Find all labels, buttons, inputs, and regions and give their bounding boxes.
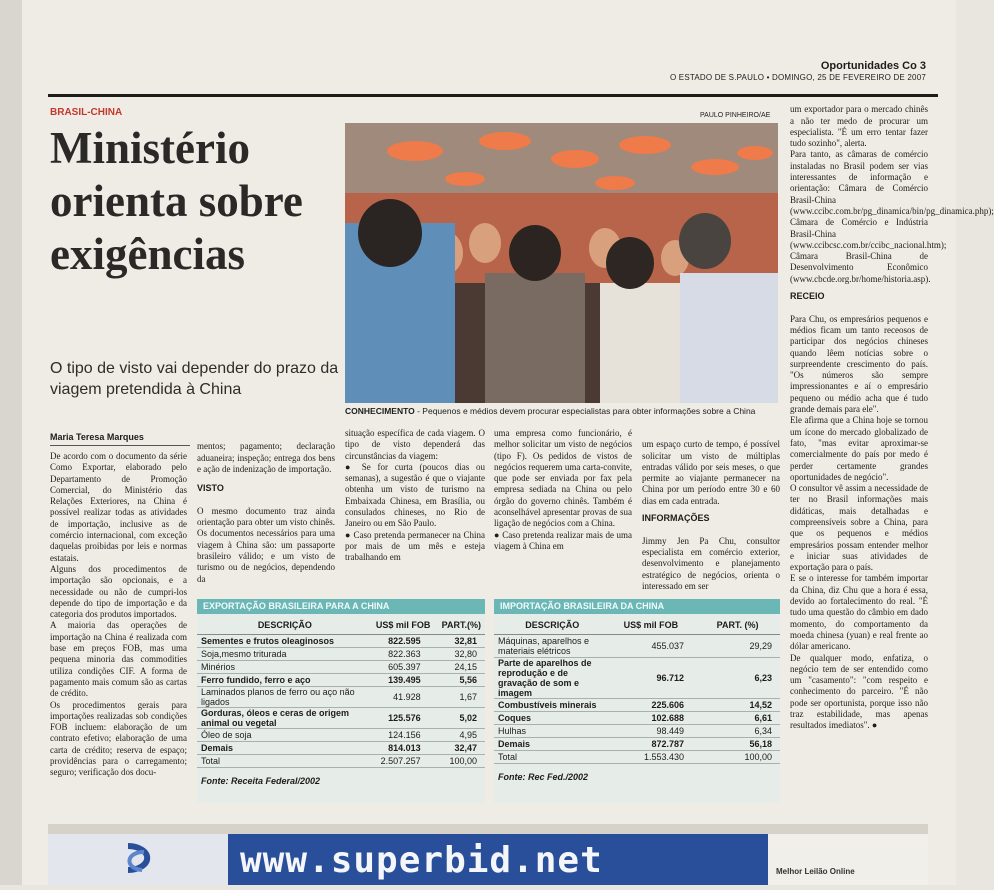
table-cell-desc: Gorduras, óleos e ceras de origem animal ou vegetal (201, 708, 350, 728)
table-cell-part: 1,67 (459, 692, 477, 702)
table-row (197, 742, 485, 755)
byline: Maria Teresa Marques (50, 432, 144, 442)
table-cell-desc: Soja,mesmo triturada (201, 649, 287, 659)
table-cell-desc: Demais (498, 739, 531, 749)
table-cell-part: 5,56 (459, 675, 477, 685)
col6-text-b: Para Chu, os empresários pequenos e médios ficam um tanto receosos de participar dos negócios chineses quando lêem notícias sobre o surpreendente crescimento do país. "Os números são sempre impressionantes e aí o empresário pequeno ou médio acha que é tudo grande demais para ele". Ele afirma que a China hoje se tornou um ícone do mercado globalizado de fato, "mas evitar aproximar-se comercialmente do país por medo é perder certamente grandes oportunidades de negócio". O consultor vê assim a necessidade de ter no Brasil informações mais didáticas, mais detalhadas e compreensíveis sobre a China, para que os pequenos e médios empresários possam entender melhor e iniciar suas atividades de exportação para o país. E se o interesse for também importar da China, diz Chu que a hora é essa, devido ao fortalecimento do real. "É tudo uma questão do câmbio em dado momento, do comportamento da moeda chinesa (yuan) e real frente ao dólar americano. De qualquer modo, enfatiza, o negócio tem de ser entendido como um "casamento": "com respeito e conhecimento do parceiro. "É não pode ser oportunista, porque isso não traz estabilidade, mas apenas resultados imediatos". ● (790, 313, 928, 731)
table-cell-part: 6,23 (754, 673, 772, 683)
date-line: O ESTADO DE S.PAULO • DOMINGO, 25 DE FEVEREIRO DE 2007 (669, 73, 926, 82)
table-cell-value: 124.156 (388, 730, 421, 740)
ad-banner[interactable] (48, 834, 928, 885)
receio-heading: RECEIO (790, 291, 825, 302)
table-row (197, 755, 485, 768)
superbid-logo-icon (48, 834, 228, 885)
table-cell-desc: Óleo de soja (201, 730, 252, 740)
table-row (197, 648, 485, 661)
byline-rule (50, 445, 190, 446)
col5-text-b: Jimmy Jen Pa Chu, consultor especialista em comércio exterior, desenvolvimento e planejamento estratégico de negócios, orienta o interessado em ser (642, 535, 780, 591)
ad-logo-area (48, 834, 228, 885)
visto-heading: VISTO (197, 483, 224, 494)
info-heading: INFORMAÇÕES (642, 513, 710, 524)
table-cell-part: 29,29 (749, 641, 772, 651)
table-cell-part: 32,80 (454, 649, 477, 659)
table-row (494, 738, 780, 751)
table-row (197, 729, 485, 742)
table-cell-value: 225.606 (651, 700, 685, 710)
table-cell-desc: Parte de aparelhos de reprodução e de gravação de som e imagem (498, 658, 592, 698)
table-cell-desc: Sementes e frutos oleaginosos (201, 636, 335, 646)
table-row (494, 712, 780, 725)
table-row (494, 635, 780, 658)
col6-text-a: um exportador para o mercado chinês a não ter medo de procurar um especialista. "É um erro tentar fazer tudo sozinho", alerta. Para tanto, as câmaras de comércio instaladas no Brasil podem ser vias interessantes de informação e orientação: Câmara de Comércio Brasil-China (www.ccibc.com.br/pg_dinamica/bin/pg_dinamica.php); Câmara de Comércio e Indústria Brasil-China (www.ccibcsc.com.br/ccibc_nacional.htm); Câmara Brasil-China de Desenvolvimento Econômico (www.cbcde.org.br/home/historia.asp). (790, 104, 994, 284)
export-table-body (197, 635, 485, 768)
import-table-body (494, 635, 780, 764)
text-column-2 (197, 430, 335, 585)
table-cell-value: 814.013 (388, 743, 421, 753)
table-cell-part: 24,15 (454, 662, 477, 672)
table-cell-value: 98.449 (656, 726, 685, 736)
table-cell-part: 6,61 (754, 713, 772, 723)
export-col-value: US$ mil FOB (375, 620, 431, 630)
table-cell-part: 6,34 (754, 726, 772, 736)
market-photo (345, 123, 778, 403)
table-cell-desc: Hulhas (498, 726, 527, 736)
text-column-4: uma empresa como funcionário, é melhor solicitar um visto de negócios (tipo F). Os pedidos de vistos de negócios requerem uma carta-convite, que pode ser enviada por fax pela empresa sediada na China ou pelo órgão do governo chinês. Também é aconselhável apresentar provas de sua ligação de negócios com a China. ● Caso pretenda realizar mais de uma viagem à China em (494, 428, 632, 551)
photo-credit: PAULO PINHEIRO/AE (700, 112, 771, 119)
table-cell-part: 4,95 (459, 730, 477, 740)
market-photo-graphic (345, 123, 778, 403)
import-col-value: US$ mil FOB (623, 620, 679, 630)
table-cell-value: 125.576 (388, 713, 421, 723)
table-row (494, 751, 780, 764)
table-cell-desc: Demais (201, 743, 234, 753)
table-row (197, 674, 485, 687)
table-cell-value: 96.712 (656, 673, 685, 683)
section-header: Oportunidades Co 3 (820, 60, 926, 72)
col5-text-a: um espaço curto de tempo, é possível solicitar um visto de múltiplas entradas válido por seis meses, o que permite ao viajante permanecer na China por um período entre 30 e 60 dias em cada entrada. (642, 439, 780, 506)
export-table-source: Fonte: Receita Federal/2002 (201, 776, 321, 786)
table-cell-value: 822.363 (388, 649, 421, 659)
import-table-title: IMPORTAÇÃO BRASILEIRA DA CHINA (494, 599, 780, 614)
table-cell-desc: Coques (498, 713, 532, 723)
table-cell-value: 139.495 (388, 675, 421, 685)
table-row (197, 708, 485, 729)
table-row (494, 658, 780, 699)
table-cell-value: 455.037 (651, 641, 685, 651)
table-row (494, 725, 780, 738)
import-table-source: Fonte: Rec Fed./2002 (498, 772, 589, 782)
table-cell-part: 100,00 (449, 756, 477, 766)
export-table (197, 599, 485, 803)
ad-url[interactable]: www.superbid.net (240, 840, 603, 881)
caption-label: CONHECIMENTO (345, 406, 415, 416)
text-column-3: situação específica de cada viagem. O tipo de visto dependerá das circunstâncias da viagem: ● Se for curta (poucos dias ou semanas), a sugestão é que o viajante obtenha um visto de turismo na Embaixada Chinesa, em Brasília, ou consulados chineses, no Rio de Janeiro ou em São Paulo. ● Caso pretenda permanecer na China por mais de um mês e esteja trabalhando em (345, 428, 485, 563)
import-table (494, 599, 780, 803)
table-row (197, 661, 485, 674)
table-row (197, 687, 485, 708)
table-cell-value: 41.928 (393, 692, 421, 702)
table-cell-desc: Ferro fundido, ferro e aço (201, 675, 311, 685)
table-cell-desc: Máquinas, aparelhos e materiais elétricos (498, 636, 590, 656)
col2-text-b: O mesmo documento traz ainda orientação para obter um visto chinês. Os documentos necessários para uma viagem à China são: um passaporte brasileiro válido; e um visto de turismo ou de negócios, dependendo da (197, 505, 335, 584)
col2-text-a: mentos; pagamento; declaração aduaneira; inspeção; entrega dos bens e ação de indenização de importação. (197, 441, 335, 474)
caption-text: - Pequenos e médios devem procurar especialistas para obter informações sobre a China (414, 406, 756, 416)
photo-caption (345, 406, 780, 416)
table-row (197, 635, 485, 648)
import-col-desc: DESCRIÇÃO (525, 620, 580, 630)
import-col-part: PART. (%) (716, 620, 759, 630)
table-cell-value: 102.688 (651, 713, 685, 723)
table-cell-value: 1.553.430 (643, 752, 685, 762)
text-column-5 (642, 428, 780, 592)
table-cell-part: 5,02 (459, 713, 477, 723)
export-table-header (197, 614, 485, 635)
table-cell-value: 605.397 (388, 662, 421, 672)
table-cell-desc: Minérios (201, 662, 236, 672)
table-row (494, 699, 780, 712)
ad-right-panel (768, 834, 928, 885)
table-cell-desc: Total (201, 756, 221, 766)
text-column-6 (790, 93, 994, 732)
table-cell-part: 100,00 (744, 752, 772, 762)
headline: Ministério orienta sobre exigências (50, 123, 303, 279)
text-column-1: De acordo com o documento da série Como Exportar, elaborado pelo Departamento de Promoção Comercial, do Ministério das Relações Exteriores, na China é possível realizar todas as atividades de importação, inclusive as de comércio internacional, com exceção daquelas proibidas por leis e normas estatais. Alguns dos procedimentos de importação são opcionais, e a necessidade ou não de cumpri-los depende do tipo de importação e da categoria dos produtos importados. A maioria das operações de importação na China é realizada com base em preços FOB, mas uma pequena minoria das commodities utiliza condições CIF. A forma de pagamento mais comum são as cartas de crédito. Os procedimentos gerais para importações realizadas sob condições FOB incluem: elaboração de um contrato efetivo; elaboração de uma carta de crédito; reserva de espaço; providências para o carregamento; seguro; verificação dos docu- (50, 451, 187, 778)
table-cell-part: 14,52 (749, 700, 772, 710)
page-edge (0, 0, 22, 885)
deck: O tipo de visto vai depender do prazo da viagem pretendida à China (50, 360, 339, 398)
table-cell-part: 32,47 (454, 743, 477, 753)
ad-separator (48, 824, 928, 834)
export-col-desc: DESCRIÇÃO (257, 620, 312, 630)
ad-right-text: Melhor Leilão Online (776, 867, 855, 876)
export-table-title: EXPORTAÇÃO BRASILEIRA PARA A CHINA (197, 599, 485, 614)
table-cell-desc: Laminados planos de ferro ou aço não ligados (201, 687, 355, 707)
table-cell-value: 872.787 (651, 739, 685, 749)
export-col-part: PART.(%) (441, 620, 481, 630)
import-table-header (494, 614, 780, 635)
table-cell-value: 822.595 (388, 636, 421, 646)
table-cell-desc: Total (498, 752, 518, 762)
table-cell-part: 32,81 (454, 636, 477, 646)
table-cell-desc: Combustíveis minerais (498, 700, 597, 710)
table-cell-part: 56,18 (749, 739, 772, 749)
kicker: BRASIL-CHINA (50, 107, 123, 118)
table-cell-value: 2.507.257 (380, 756, 421, 766)
